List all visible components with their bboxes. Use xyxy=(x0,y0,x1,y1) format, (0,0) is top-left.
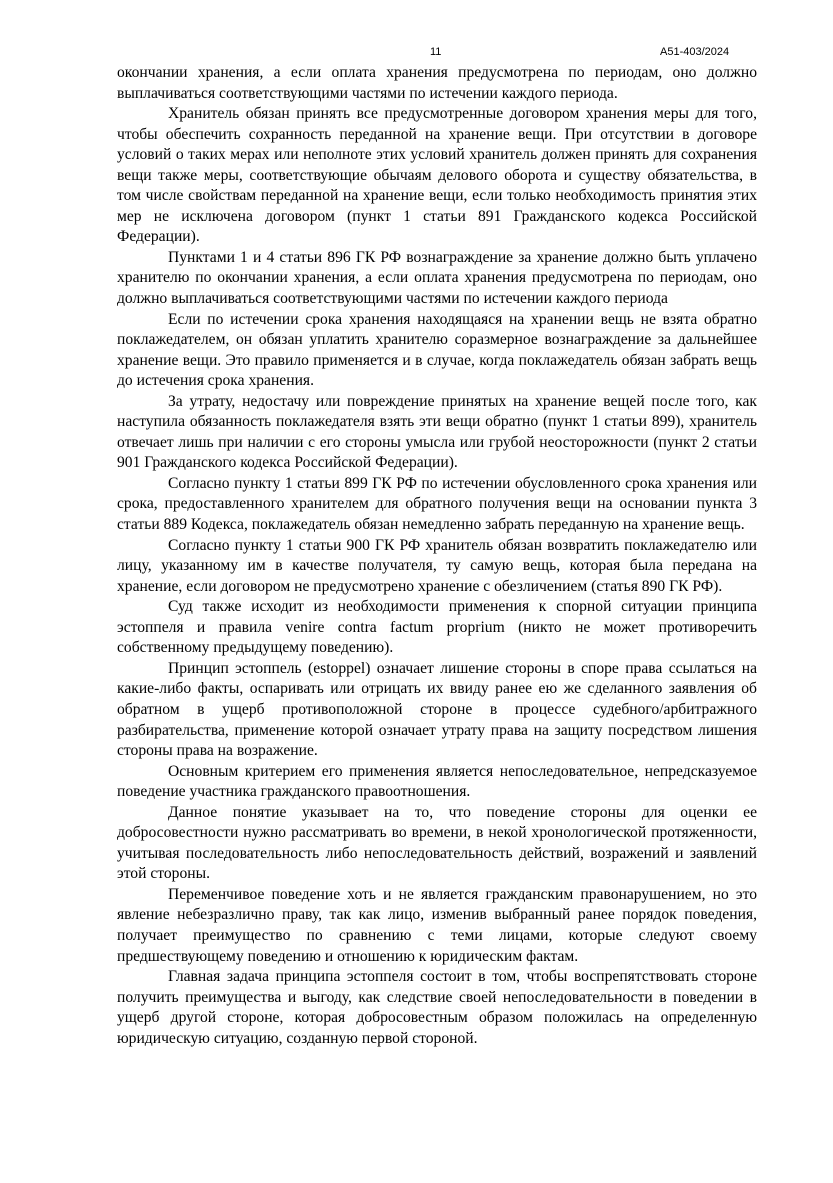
paragraph: Главная задача принципа эстоппеля состоит в том, чтобы воспрепятствовать стороне получить преимущества и выгоду, как следствие своей непоследовательности в поведении в ущерб другой стороне, которая добросовестным образом положилась на определенную юридическую ситуацию, созданную первой стороной. xyxy=(117,968,757,1047)
paragraph: Хранитель обязан принять все предусмотренные договором хранения меры для того, чтобы обеспечить сохранность переданной на хранение вещи. При отсутствии в договоре условий о таких мерах или неполноте этих условий хранитель должен принять для сохранения вещи также меры, соответствующие обычаям делового оборота и существу обязательства, в том числе свойствам переданной на хранение вещи, если только необходимость принятия этих мер не исключена договором (пункт 1 статьи 891 Гражданского кодекса Российской Федерации). xyxy=(117,105,757,246)
paragraph: Переменчивое поведение хоть и не является гражданским правонарушением, но это явление небезразлично праву, так как лицо, изменив выбранный ранее порядок поведения, получает преимущество по сравнению с теми лицами, которые следуют своему предшествующему поведению и отношению к юридическим фактам. xyxy=(117,885,757,965)
paragraph: Пунктами 1 и 4 статьи 896 ГК РФ вознаграждение за хранение должно быть уплачено хранителю по окончании хранения, а если оплата хранения предусмотрена по периодам, оно должно выплачиваться соответствующими частями по истечении каждого периода xyxy=(117,248,757,308)
paragraph-continuation: окончании хранения, а если оплата хранения предусмотрена по периодам, оно должно выплачиваться соответствующими частями по истечении каждого периода. xyxy=(117,64,757,102)
paragraph: Основным критерием его применения является непоследовательное, непредсказуемое поведение участника гражданского правоотношения. xyxy=(117,762,757,801)
page-number: 11 xyxy=(430,46,442,58)
paragraph: Принцип эстоппель (estoppel) означает лишение стороны в споре права ссылаться на какие-либо факты, оспаривать или отрицать их ввиду ранее ею же сделанного заявления об обратном в ущерб противоположной стороне в процессе судебного/арбитражного разбирательства, применение которой означает утрату права на защиту посредством лишения стороны права на возражение. xyxy=(117,659,757,760)
page-header xyxy=(0,46,833,62)
paragraph: Согласно пункту 1 статьи 900 ГК РФ хранитель обязан возвратить поклажедателю или лицу, указанному им в качестве получателя, ту самую вещь, которая была передана на хранение, если договором не предусмотрено хранение с обезличением (статья 890 ГК РФ). xyxy=(117,536,757,595)
paragraph: Согласно пункту 1 статьи 899 ГК РФ по истечении обусловленного срока хранения или срока, предоставленного хранителем для обратного получения вещи на основании пункта 3 статьи 889 Кодекса, поклажедатель обязан немедленно забрать переданную на хранение вещь. xyxy=(117,474,757,534)
paragraph: Данное понятие указывает на то, что поведение стороны для оценки ее добросовестности нужно рассматривать во времени, в некой хронологической протяженности, учитывая последовательность либо непоследовательность действий, возражений и заявлений этой стороны. xyxy=(117,803,757,883)
paragraph: Суд также исходит из необходимости применения к спорной ситуации принципа эстоппеля и правила venire contra factum proprium (никто не может противоречить собственному предыдущему поведению). xyxy=(117,598,757,657)
case-number: А51-403/2024 xyxy=(660,46,730,58)
document-body xyxy=(117,63,757,1049)
paragraph: За утрату, недостачу или повреждение принятых на хранение вещей после того, как наступила обязанность поклажедателя взять эти вещи обратно (пункт 1 статьи 899), хранитель отвечает лишь при наличии с его стороны умысла или грубой неосторожности (пункт 2 статьи 901 Гражданского кодекса Российской Федерации). xyxy=(117,392,757,472)
paragraph: Если по истечении срока хранения находящаяся на хранении вещь не взята обратно поклажедателем, он обязан уплатить хранителю соразмерное вознаграждение за дальнейшее хранение вещи. Это правило применяется и в случае, когда поклажедатель обязан забрать вещь до истечения срока хранения. xyxy=(117,310,757,390)
